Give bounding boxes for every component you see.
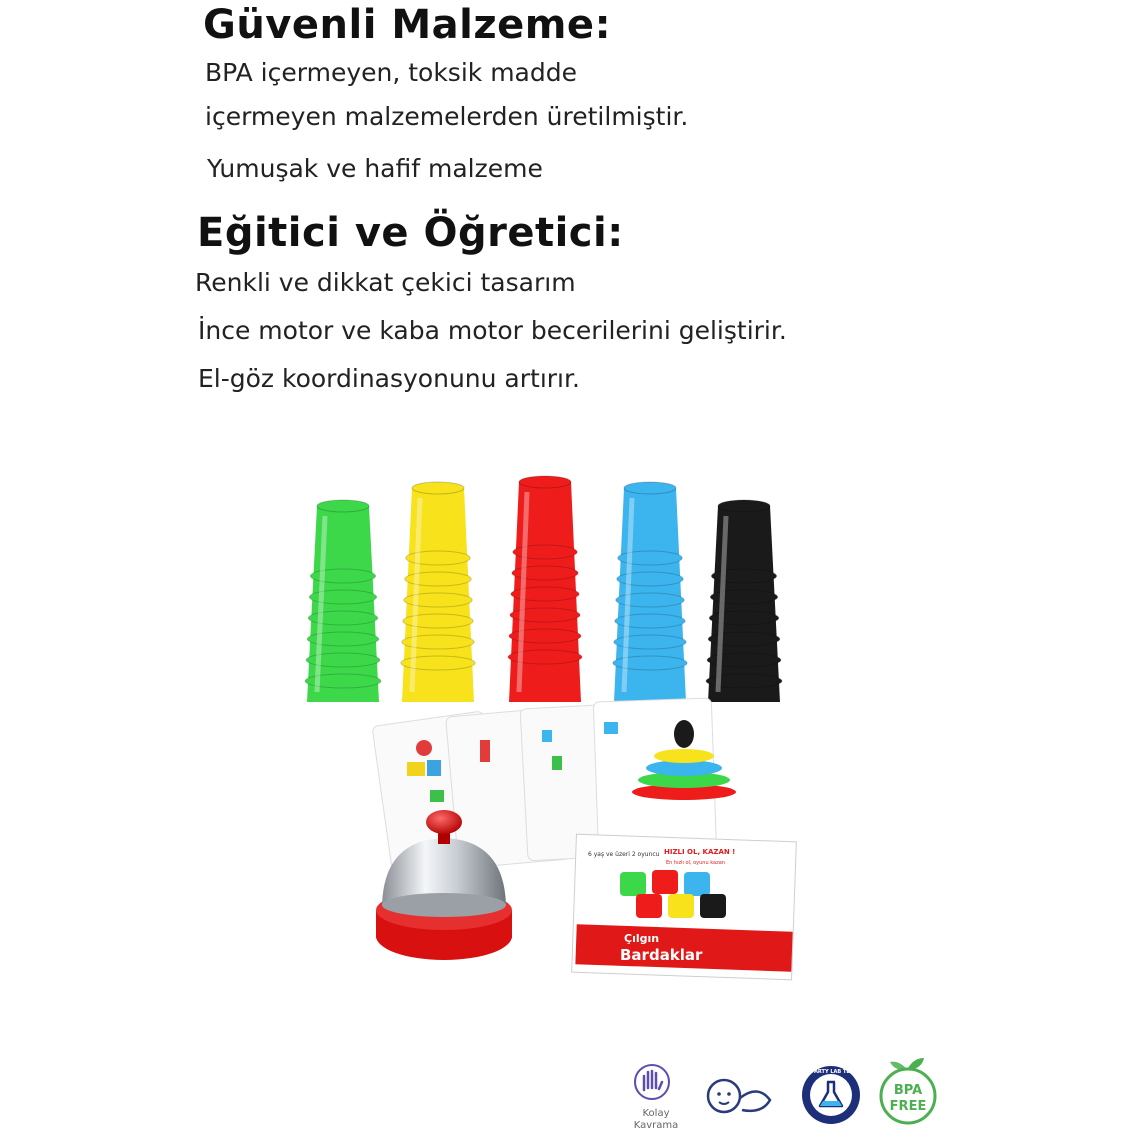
flask-icon (800, 1064, 862, 1126)
easy-grip-label: Kolay Kavrama (633, 1108, 679, 1131)
lab-tested-badge (800, 1064, 862, 1126)
hand-icon (628, 1062, 676, 1106)
booklet-header-left: 6 yaş ve üzeri 2 oyuncu (588, 851, 660, 858)
bpa-label: BPA (893, 1083, 923, 1098)
easy-grip-badge (628, 1062, 676, 1106)
cup-stack (508, 476, 582, 702)
cup-stack (706, 500, 782, 702)
educational-line-3: El-göz koordinasyonunu artırır. (198, 364, 580, 393)
section-title-educational: Eğitici ve Öğretici: (197, 210, 624, 256)
educational-line-1: Renkli ve dikkat çekici tasarım (195, 268, 576, 297)
safe-material-line-2: içermeyen malzemelerden üretilmiştir. (205, 102, 689, 131)
product-illustration (212, 400, 896, 1090)
game-booklet (572, 834, 797, 980)
free-label: FREE (889, 1099, 927, 1114)
cup-stack (305, 500, 381, 702)
lab-tested-text: 3RD PARTY LAB TESTED (800, 1069, 862, 1075)
booklet-header-right: HIZLI OL, KAZAN ! (664, 848, 736, 856)
bpa-free-badge (876, 1056, 940, 1126)
section-title-safe-material: Güvenli Malzeme: (203, 2, 612, 48)
educational-line-2: İnce motor ve kaba motor becerilerini geliştirir. (198, 316, 787, 345)
booklet-tagline: En hızlı ol, oyunu kazan (666, 860, 725, 866)
cup-stacks (305, 476, 782, 702)
product-photo (212, 400, 896, 1090)
safe-material-line-3: Yumuşak ve hafif malzeme (207, 154, 543, 183)
booklet-title-line1: Çılgın (624, 932, 660, 945)
leaf-icon (876, 1056, 940, 1126)
safe-material-line-1: BPA içermeyen, toksik madde (205, 58, 577, 87)
booklet-title-line2: Bardaklar (620, 946, 703, 964)
cup-stack (613, 482, 687, 702)
baby-safe-badge (702, 1072, 776, 1122)
baby-icon (702, 1072, 776, 1122)
cup-stack (401, 482, 475, 702)
